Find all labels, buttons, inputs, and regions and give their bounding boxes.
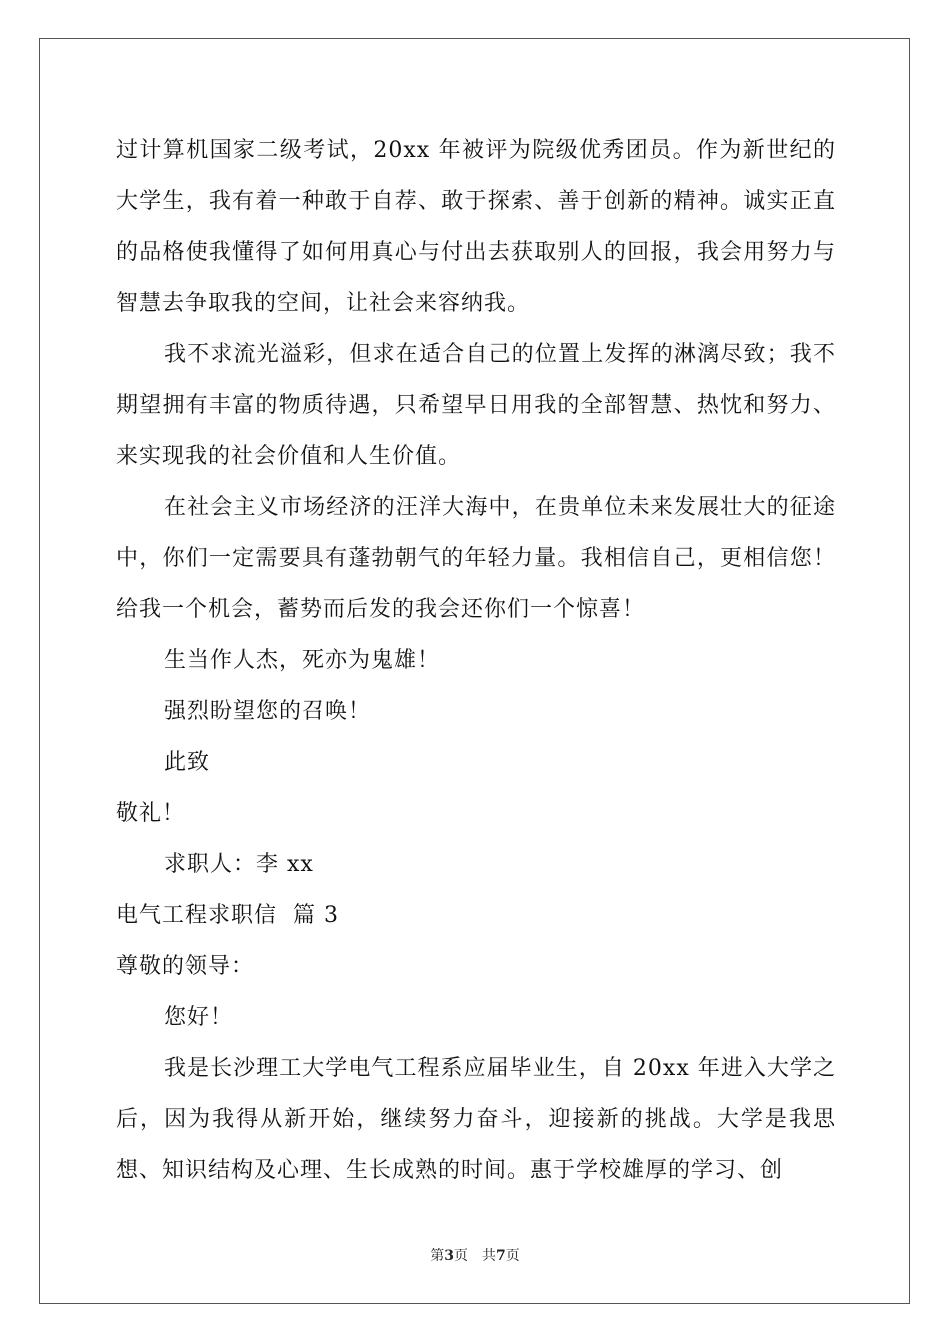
- paragraph-aspiration: 我不求流光溢彩，但求在适合自己的位置上发挥的淋漓尽致；我不期望拥有丰富的物质待遇，只希望早日用我的全部智慧、热忱和努力、来实现我的社会价值和人生价值。: [116, 342, 836, 469]
- footer-page-unit: 页: [454, 1248, 468, 1264]
- footer-total-unit: 页: [505, 1248, 520, 1264]
- footer-page-prefix: 第: [430, 1248, 445, 1264]
- document-body: [116, 125, 836, 1196]
- paragraph-skills-summary: 过计算机国家二级考试，20xx 年被评为院级优秀团员。作为新世纪的大学生，我有着一种敢于自荐、敢于探索、善于创新的精神。诚实正直的品格使我懂得了如何用真心与付出去获取别人的回报，我会用努力与智慧去争取我的空间，让社会来容纳我。: [116, 138, 836, 316]
- page-footer: [0, 1246, 950, 1266]
- signature-applicant: 求职人：李 xx: [164, 852, 314, 877]
- letter-hello: 您好！: [164, 1005, 234, 1030]
- footer-total-prefix: 共: [482, 1248, 496, 1264]
- paragraph-introduction: 我是长沙理工大学电气工程系应届毕业生，自 20xx 年进入大学之后，因为我得从新开始，继续努力奋斗，迎接新的挑战。大学是我思想、知识结构及心理、生长成熟的时间。惠于学校雄厚的学习、创: [116, 1056, 836, 1183]
- section-heading: 电气工程求职信 篇 3: [116, 903, 339, 928]
- salutation-jingli: 敬礼！: [116, 801, 186, 826]
- footer-page-current: 3: [444, 1248, 454, 1264]
- salutation-cizhi: 此致: [164, 750, 211, 775]
- paragraph-market-economy: 在社会主义市场经济的汪洋大海中，在贵单位未来发展壮大的征途中，你们一定需要具有蓬勃朝气的年轻力量。我相信自己，更相信您！给我一个机会，蓄势而后发的我会还你们一个惊喜！: [116, 495, 836, 622]
- paragraph-motto: 生当作人杰，死亦为鬼雄！: [164, 648, 441, 673]
- footer-page-total: 7: [496, 1248, 506, 1264]
- paragraph-closing-hope: 强烈盼望您的召唤！: [164, 699, 372, 724]
- letter-greeting: 尊敬的领导：: [116, 954, 255, 979]
